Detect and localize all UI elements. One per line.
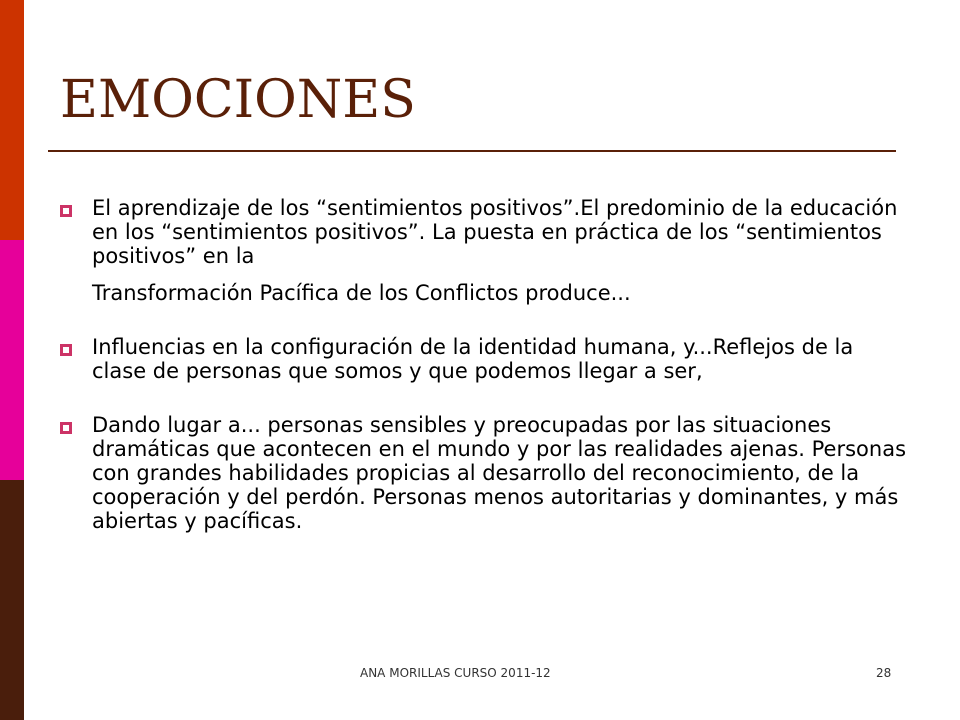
accent-stripe-bottom [0,480,24,720]
slide-title: EMOCIONES [60,70,416,130]
bullet-text: Dando lugar a... personas sensibles y preocupadas por las situaciones dramáticas que acontecen en el mundo y por las realidades ajenas. Personas con grandes habilidades propicias al desarrollo del reconocimiento, de la cooperación y del perdón. Personas menos autoritarias y dominantes, y más abiertas y pacíficas. [92,413,907,533]
square-bullet-icon [60,422,72,434]
square-bullet-icon [60,344,72,356]
title-underline [48,150,896,152]
page-number: 28 [876,666,892,680]
footer-author: ANA MORILLAS CURSO 2011-12 [360,666,551,680]
bullet-text: Influencias en la configuración de la identidad humana, y...Reflejos de la clase de personas que somos y que podemos llegar a ser, [92,335,854,383]
bullet-list [60,196,910,563]
square-bullet-icon [60,205,72,217]
accent-stripe-middle [0,240,24,480]
bullet-item [60,335,910,383]
bullet-text: El aprendizaje de los “sentimientos positivos”.El predominio de la educación en los “sentimientos positivos”. La puesta en práctica de los “sentimientos positivos” en la [92,196,898,268]
bullet-item [60,413,910,533]
accent-stripe-top [0,0,24,240]
bullet-item [60,196,910,305]
bullet-continuation-text: Transformación Pacífica de los Conflictos produce... [92,281,631,305]
